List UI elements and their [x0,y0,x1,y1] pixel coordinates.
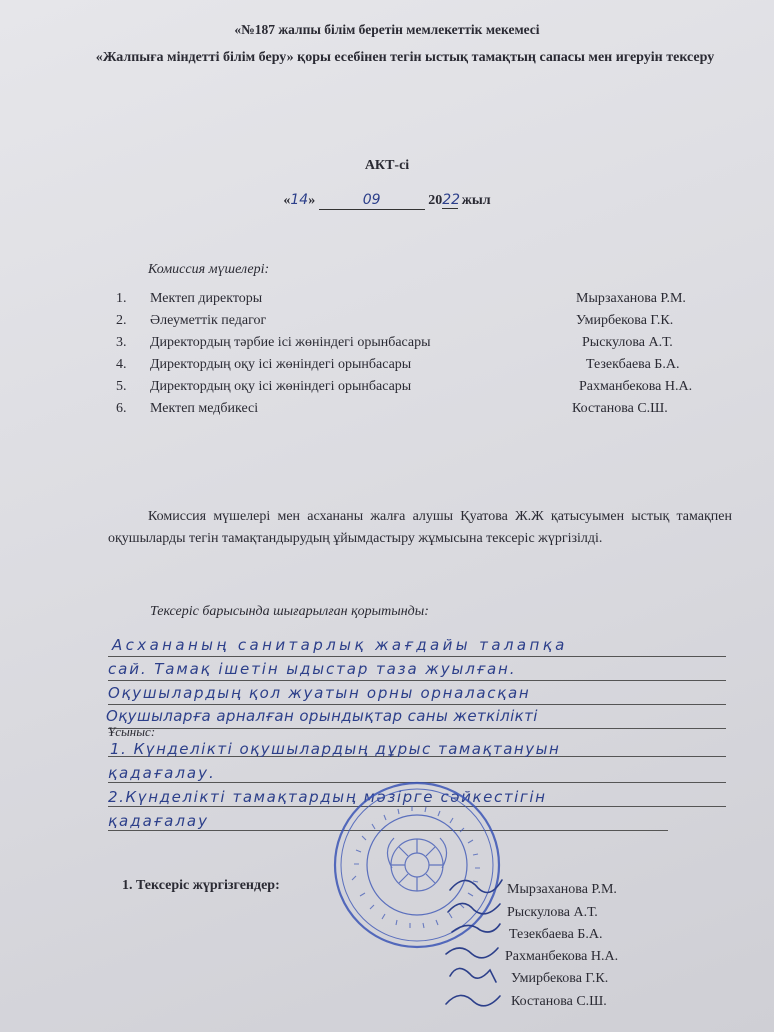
member-number: 6. [116,401,127,416]
checker-name: Костанова С.Ш. [511,994,607,1009]
recommendation-heading: Ұсыныс: [108,724,156,739]
emblem-icon [387,838,446,891]
member-row [116,357,736,379]
checker-name: Тезекбаева Б.А. [509,927,603,942]
member-role: Мектеп директоры [150,291,263,306]
handwritten-finding: Оқушылардың қол жуатын орны орналасқан [108,684,531,702]
organization-title: «№187 жалпы білім беретін мемлекеттік мекемесі [234,22,540,37]
signatures [440,870,510,1020]
member-role: Әлеуметтік педагог [150,313,267,328]
act-date [0,192,774,210]
date-open-quote: « [283,193,291,208]
answer-line [108,704,726,705]
body-paragraph: Комиссия мүшелері мен асхананы жалға алушы Қуатова Ж.Ж қатысуымен ыстық тамақпен оқушыларды тегін тамақтандырудың ұйымдастыру жұмысына тексеріс жүргізілді. [108,509,732,546]
member-name: Умирбекова Г.К. [576,313,674,328]
date-month: 09 [362,192,381,208]
date-year-word: жыл [461,193,491,208]
handwritten-recommendation: қадағалау [108,812,210,830]
member-role: Мектеп медбикесі [150,401,259,416]
member-name: Рыскулова А.Т. [582,335,673,350]
member-row [116,401,736,423]
handwritten-recommendation: 1. Күнделікті оқушылардың дұрыс тамақтануын [110,740,561,758]
member-name: Рахманбекова Н.А. [579,379,693,394]
member-row [116,335,736,357]
checker-name: Рахманбекова Н.А. [505,949,619,964]
checker-name: Мырзаханова Р.М. [507,882,617,897]
member-name: Тезекбаева Б.А. [586,357,680,372]
date-month-line [319,192,425,210]
member-role: Директордың оқу ісі жөніндегі орынбасары [150,379,412,394]
act-subject: «Жалпыға міндетті білім беру» қоры есебінен тегін ыстық тамақтың сапасы мен игеруін тексеру [95,50,715,65]
date-year-prefix: 20 [428,193,443,208]
date-year-suffix: 22 [442,192,461,208]
answer-line [108,728,726,729]
date-day: 14 [290,192,309,208]
answer-line [108,656,726,657]
member-number: 3. [116,335,127,350]
date-close-quote: » [308,193,316,208]
member-row [116,379,736,401]
commission-heading: Комиссия мүшелері: [148,262,270,277]
act-title: АКТ-сі [364,158,410,173]
handwritten-finding: сай. Тамақ ішетін ыдыстар таза жуылған. [108,660,517,678]
findings-heading: Тексеріс барысында шығарылған қорытынды: [150,604,429,619]
member-number: 2. [116,313,127,328]
member-number: 4. [116,357,127,372]
member-row [116,291,736,313]
member-row [116,313,736,335]
handwritten-recommendation: 2.Күнделікті тамақтардың мәзірге сәйкестігін [108,788,547,806]
member-number: 5. [116,379,127,394]
handwritten-finding: Асхананың санитарлық жағдайы талапқа [112,636,568,654]
member-name: Костанова С.Ш. [572,401,668,416]
checker-name: Рыскулова А.Т. [507,905,598,920]
member-number: 1. [116,291,127,306]
checkers-label: 1. Тексеріс жүргізгендер: [122,878,280,893]
answer-line [108,680,726,681]
member-role: Директордың тәрбие ісі жөніндегі орынбасары [150,335,431,350]
member-role: Директордың оқу ісі жөніндегі орынбасары [150,357,412,372]
handwritten-finding: Оқушыларға арналған орындықтар саны жеткілікті [106,707,538,725]
checker-name: Умирбекова Г.К. [511,971,609,986]
member-name: Мырзаханова Р.М. [576,291,686,306]
handwritten-recommendation: қадағалау. [108,764,216,782]
